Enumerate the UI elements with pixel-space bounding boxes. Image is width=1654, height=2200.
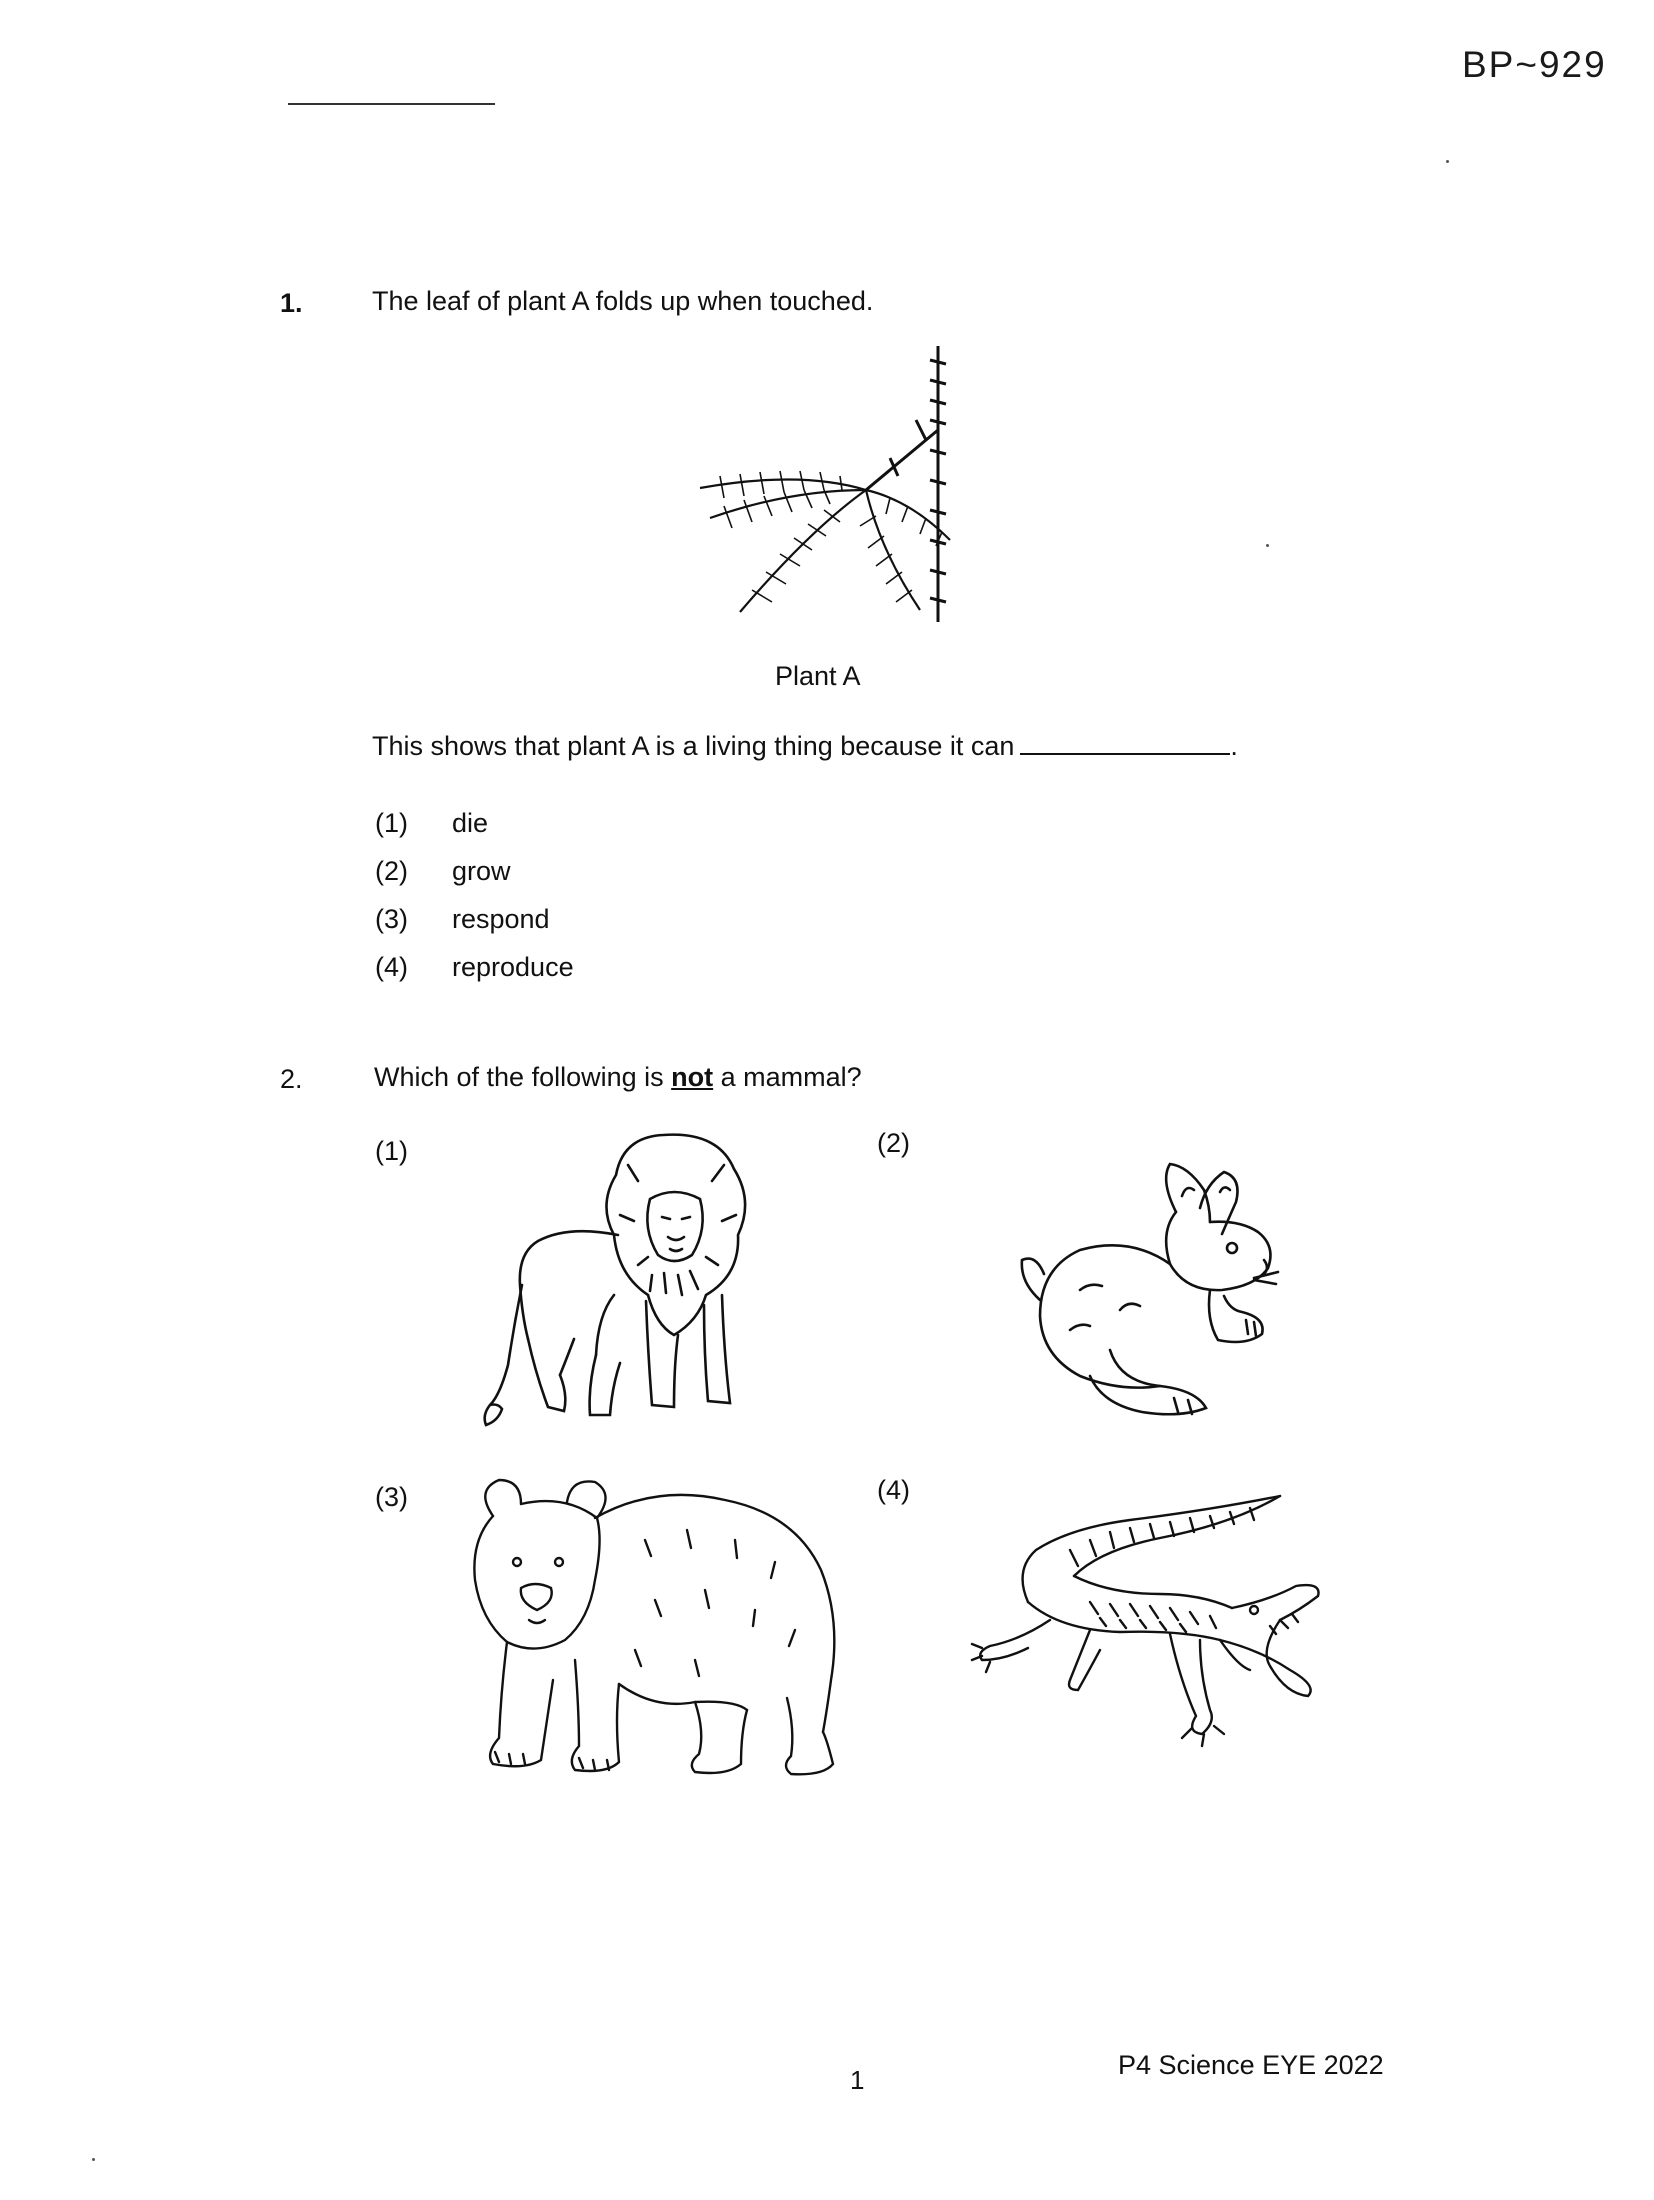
scan-speck [1266,544,1269,547]
q1-option-4-text[interactable]: reproduce [452,952,574,982]
lion-icon[interactable] [478,1125,778,1430]
q1-option-2-text[interactable]: grow [452,856,511,886]
question-2-number: 2. [280,1064,303,1094]
page-number: 1 [850,2065,865,2095]
q2-option-4-number[interactable]: (4) [877,1475,910,1505]
q2-option-1-number[interactable]: (1) [375,1136,408,1166]
paper-code: BP~929 [1462,44,1607,85]
question-1-stem-text: This shows that plant A is a living thing because it can [372,731,1015,761]
crocodile-icon[interactable] [970,1490,1330,1760]
mimosa-plant-icon [680,340,980,630]
q2-option-2-number[interactable]: (2) [877,1128,910,1158]
q1-option-4-number[interactable]: (4) [375,952,408,982]
scan-speck [92,2158,95,2161]
name-line [288,103,495,105]
q1-option-3-number[interactable]: (3) [375,904,408,934]
answer-blank [1020,733,1230,755]
rabbit-icon[interactable] [1010,1150,1330,1420]
question-1-stem: This shows that plant A is a living thing because it can . [372,731,1238,761]
question-2-text-after: a mammal? [720,1062,862,1092]
question-1-number: 1. [280,288,303,318]
q1-option-3-text[interactable]: respond [452,904,550,934]
scan-speck [1446,160,1449,163]
plant-a-caption: Plant A [775,661,861,691]
question-1-text: The leaf of plant A folds up when touched. [372,286,874,316]
question-2-emphasis: not [671,1062,714,1092]
q1-option-2-number[interactable]: (2) [375,856,408,886]
question-2-text-before: Which of the following is [374,1062,664,1092]
q2-option-3-number[interactable]: (3) [375,1482,408,1512]
footer-title: P4 Science EYE 2022 [1118,2050,1384,2080]
q1-option-1-text[interactable]: die [452,808,489,838]
bear-icon[interactable] [455,1470,855,1790]
question-2-text [374,1062,862,1093]
q1-option-1-number[interactable]: (1) [375,808,408,838]
